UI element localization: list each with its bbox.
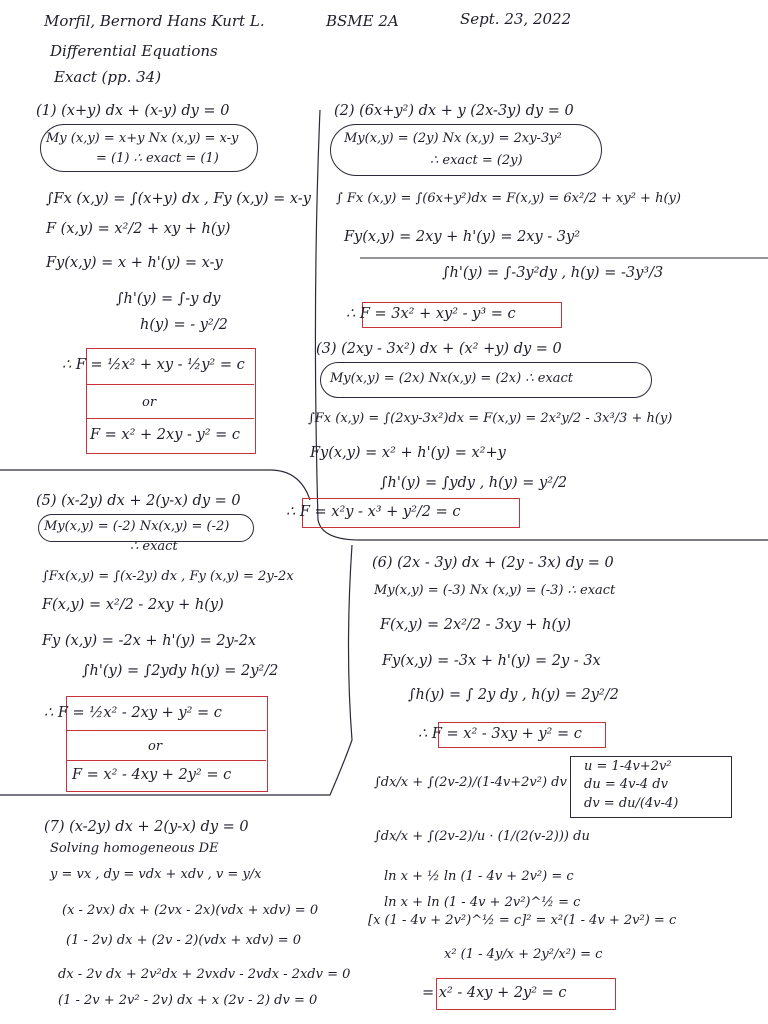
step: (1 - 2v + 2v² - 2v) dx + x (2v - 2) dv = 0 xyxy=(58,993,318,1008)
step: Fy(x,y) = 2xy + h'(y) = 2xy - 3y² xyxy=(344,229,581,245)
or-label: or xyxy=(142,395,157,410)
answer-divider xyxy=(66,730,266,731)
substitution: du = 4v-4 dv xyxy=(584,777,668,792)
step: F(x,y) = 2x²/2 - 3xy + h(y) xyxy=(380,617,571,633)
or-label: or xyxy=(148,739,163,754)
partials: My(x,y) = (2x) Nx(x,y) = (2x) ∴ exact xyxy=(330,371,574,386)
answer: ∴ F = 3x² + xy² - y³ = c xyxy=(346,306,516,322)
answer-divider xyxy=(86,384,254,385)
problem-6-equation: (6) (2x - 3y) dx + (2y - 3x) dy = 0 xyxy=(372,555,614,571)
answer: ∴ F = x²y - x³ + y²/2 = c xyxy=(286,504,461,520)
answer-divider xyxy=(86,418,254,419)
answer: = x² - 4xy + 2y² = c xyxy=(422,985,567,1001)
course-section: BSME 2A xyxy=(326,12,399,30)
problem-7-equation: (7) (x-2y) dx + 2(y-x) dy = 0 xyxy=(44,819,249,835)
step: F(x,y) = x²/2 - 2xy + h(y) xyxy=(42,597,224,613)
date: Sept. 23, 2022 xyxy=(460,10,572,28)
step: Fy(x,y) = x² + h'(y) = x²+y xyxy=(310,445,506,461)
step: Fy(x,y) = -3x + h'(y) = 2y - 3x xyxy=(382,653,601,669)
exact-result: = (1) ∴ exact = (1) xyxy=(96,151,219,166)
step: dx - 2v dx + 2v²dx + 2vxdv - 2vdx - 2xdv = 0 xyxy=(58,967,351,982)
partials: My (x,y) = x+y Nx (x,y) = x-y xyxy=(46,131,239,146)
step: ∫h'(y) = ∫2ydy h(y) = 2y²/2 xyxy=(82,663,279,679)
problem-3-equation: (3) (2xy - 3x²) dx + (x² +y) dy = 0 xyxy=(316,341,562,357)
answer-alt: F = x² - 4xy + 2y² = c xyxy=(72,767,232,783)
step: Fy(x,y) = x + h'(y) = x-y xyxy=(46,255,223,271)
step: Fy (x,y) = -2x + h'(y) = 2y-2x xyxy=(42,633,257,649)
answer: ∴ F = ½x² + xy - ½y² = c xyxy=(62,357,245,373)
step: ∫ Fx (x,y) = ∫(6x+y²)dx = F(x,y) = 6x²/2 + xy² + h(y) xyxy=(336,191,681,206)
step: ∫dx/x + ∫(2v-2)/(1-4v+2v²) dv xyxy=(374,775,567,790)
step: ∫Fx(x,y) = ∫(x-2y) dx , Fy (x,y) = 2y-2x xyxy=(42,569,294,584)
step: ∫h(y) = ∫ 2y dy , h(y) = 2y²/2 xyxy=(408,687,619,703)
substitution: dv = du/(4v-4) xyxy=(584,796,679,811)
method-note: Solving homogeneous DE xyxy=(50,841,219,856)
answer-divider xyxy=(66,760,266,761)
subject: Differential Equations xyxy=(50,42,218,60)
exact-result: ∴ exact = (2y) xyxy=(430,153,523,168)
problem-5-equation: (5) (x-2y) dx + 2(y-x) dy = 0 xyxy=(36,493,241,509)
step: (1 - 2v) dx + (2v - 2)(vdx + xdv) = 0 xyxy=(66,933,302,948)
substitution: u = 1-4v+2v² xyxy=(584,759,672,774)
student-name: Morfil, Bernord Hans Kurt L. xyxy=(44,12,265,30)
step: ln x + ½ ln (1 - 4v + 2v²) = c xyxy=(384,869,574,884)
substitution: y = vx , dy = vdx + xdv , v = y/x xyxy=(50,867,262,882)
partials: My(x,y) = (2y) Nx (x,y) = 2xy-3y² xyxy=(344,131,562,146)
answer-alt: F = x² + 2xy - y² = c xyxy=(90,427,240,443)
partials: My(x,y) = (-2) Nx(x,y) = (-2) xyxy=(44,519,230,534)
answer: ∴ F = ½x² - 2xy + y² = c xyxy=(44,705,222,721)
step: F (x,y) = x²/2 + xy + h(y) xyxy=(46,221,231,237)
topic: Exact (pp. 34) xyxy=(54,68,162,86)
problem-1-equation: (1) (x+y) dx + (x-y) dy = 0 xyxy=(36,103,230,119)
step: ∫dx/x + ∫(2v-2)/u · (1/(2(v-2))) du xyxy=(374,829,590,844)
step: x² (1 - 4y/x + 2y²/x²) = c xyxy=(444,947,603,962)
step: [x (1 - 4v + 2v²)^½ = c]² = x²(1 - 4v + 2v²) = c xyxy=(368,913,677,928)
step: (x - 2vx) dx + (2vx - 2x)(vdx + xdv) = 0 xyxy=(62,903,319,918)
partials: My(x,y) = (-3) Nx (x,y) = (-3) ∴ exact xyxy=(374,583,616,598)
step: ∫Fx (x,y) = ∫(x+y) dx , Fy (x,y) = x-y xyxy=(46,191,311,207)
step: ∫h'(y) = ∫ydy , h(y) = y²/2 xyxy=(380,475,568,491)
exact-result: ∴ exact xyxy=(130,539,178,554)
problem-2-equation: (2) (6x+y²) dx + y (2x-3y) dy = 0 xyxy=(334,103,574,119)
step: ln x + ln (1 - 4v + 2v²)^½ = c xyxy=(384,895,581,910)
step: h(y) = - y²/2 xyxy=(140,317,228,333)
step: ∫h'(y) = ∫-y dy xyxy=(116,291,221,307)
step: ∫Fx (x,y) = ∫(2xy-3x²)dx = F(x,y) = 2x²y/2 - 3x³/3 + h(y) xyxy=(308,411,673,426)
answer: ∴ F = x² - 3xy + y² = c xyxy=(418,726,582,742)
step: ∫h'(y) = ∫-3y²dy , h(y) = -3y³/3 xyxy=(442,265,664,281)
